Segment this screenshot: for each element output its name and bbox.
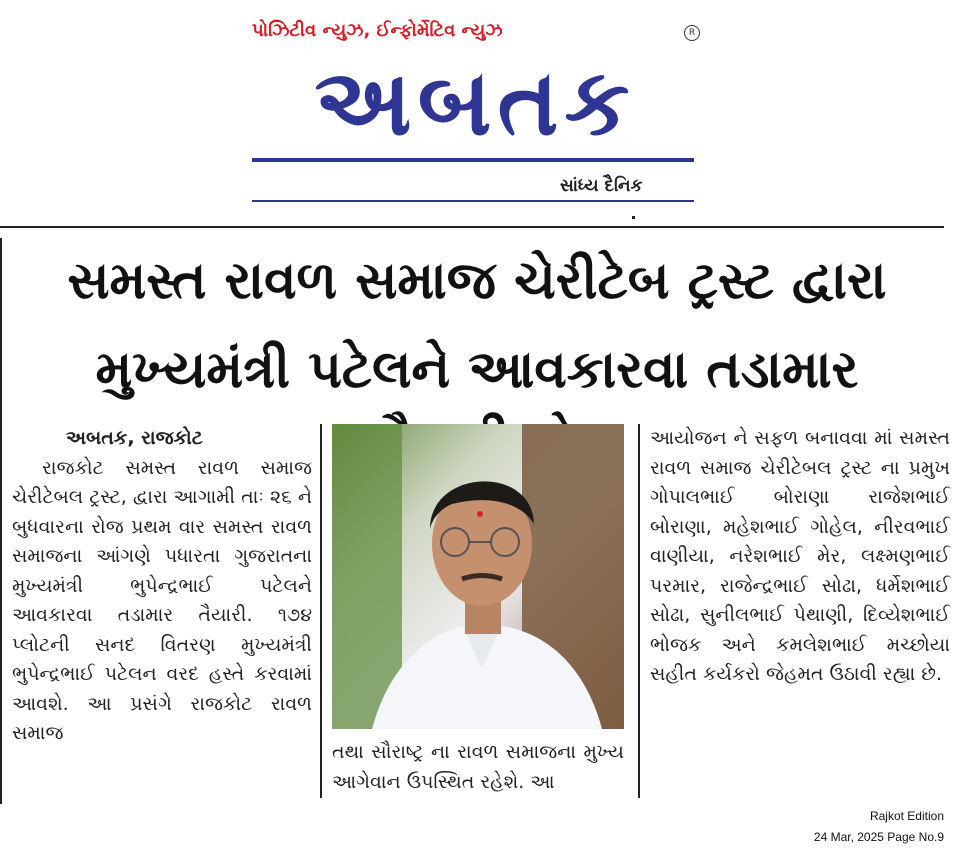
article-column-1	[12, 424, 312, 749]
masthead-divider	[0, 226, 944, 228]
portrait-photo	[332, 424, 624, 729]
column-rule-1	[320, 424, 322, 798]
logo-text: અબતક	[314, 49, 636, 156]
headline-line-1: સમસ્ત રાવળ સમાજ ચેરીટેબ ટ્રસ્ટ દ્વારા	[67, 251, 887, 311]
edition-label: Rajkot Edition	[869, 809, 944, 823]
column-3-text: આયોજન ને સફળ બનાવવા માં સમસ્ત રાવળ સમાજ ચેરીટેબલ ટ્રસ્ટ ના પ્રમુખ ગોપાલભાઈ બોરાણા રાજેશભાઈ બોરાણા, મહેશભાઈ ગોહેલ, નીરવભાઈ વાણીયા, નરેશભાઈ મેર, લક્ષ્મણભાઈ પરમાર, રાજેન્દ્રભાઈ સોઢા, ધર્મેશભાઈ સોઢા, સુનીલભાઈ પેથાણી, દિવ્યેશભાઈ ભોજક અને કમલેશભાઈ મચ્છોયા સહીત કર્યકરો જેહમત ઉઠાવી રહ્યા છે.	[650, 427, 950, 685]
registered-mark-icon: R	[684, 25, 700, 41]
column-2-text: તથા સૌરાષ્ટ્ર ના રાવળ સમાજના મુખ્ય આગેવાન ઉપસ્થિત રહેશે. આ	[332, 741, 624, 793]
article-column-3	[650, 424, 950, 690]
headline-line-2: મુખ્યમંત્રી પટેલને આવકારવા તડામાર	[95, 340, 859, 400]
column-rule-2	[638, 424, 640, 798]
byline: અબતક, રાજકોટ	[66, 427, 203, 449]
left-border	[0, 238, 2, 804]
logo-underline	[252, 158, 694, 162]
subtitle-underline	[252, 200, 694, 202]
column-1-text: રાજકોટ સમસ્ત રાવળ સમાજ ચેરીટેબલ ટ્રસ્ટ, દ્વારા આગામી તાઃ ૨૬ ને બુધવારના રોજ પ્રથમ વાર સમસ્ત રાવળ સમાજના આંગણે પધારતા ગુજરાતના મુખ્યમંત્રી ભુપેન્દ્રભાઈ પટેલને આવકારવા તડામાર તૈયારી. ૧૭૪ પ્લોટની સનદ વિતરણ મુખ્યમંત્રી ભુપેન્દ્રભાઈ પટેલન વરદ હસ્તે કરવામાં આવશે. આ પ્રસંગે રાજકોટ રાવળ સમાજ	[12, 456, 312, 744]
portrait-illustration	[332, 424, 624, 729]
newspaper-logo	[252, 48, 698, 158]
masthead-subtitle: સાંધ્ય દૈનિક	[560, 176, 643, 196]
masthead-tagline: પોઝિટીવ ન્યુઝ, ઈન્ફોર્મેટિવ ન્યુઝ	[252, 20, 503, 41]
divider-dot	[632, 216, 635, 219]
article-column-2	[332, 738, 624, 797]
date-page-label: 24 Mar, 2025 Page No.9	[813, 830, 944, 844]
masthead	[0, 0, 954, 225]
